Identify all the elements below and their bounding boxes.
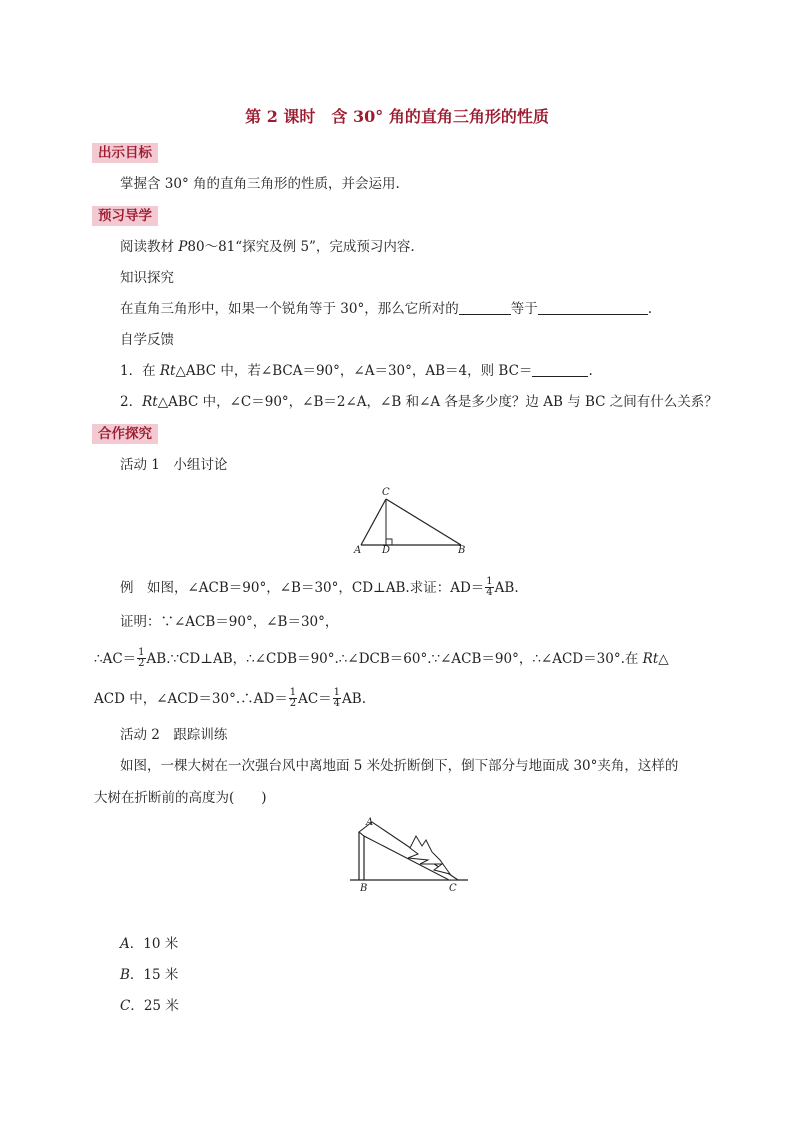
question-2: 2．Rt△ABC 中，∠C＝90°，∠B＝2∠A，∠B 和∠A 各是多少度？边 AB 与 BC 之间有什么关系？ [120, 394, 718, 410]
feedback-heading: 自学反馈 [120, 332, 174, 348]
broken-tree-diagram [350, 812, 475, 894]
fraction-1-2-b: $\frac{1}{2}$ [289, 687, 297, 709]
proof-line-3: ACD 中，∠ACD＝30°.∴AD＝ $\frac{1}{2}$ AC＝ $\frac{1}{4}$ AB. [94, 687, 367, 709]
label-a: A [366, 817, 374, 828]
activity1-heading: 活动 1 小组讨论 [120, 457, 228, 473]
knowledge-statement: 在直角三角形中，如果一个锐角等于 30°，那么它所对的 等于 . [120, 301, 653, 317]
section-tag-preview: 预习导学 [92, 206, 158, 226]
fraction-1-4: $\frac{1}{4}$ [486, 576, 493, 598]
reading-instruction: 阅读教材 P80～81“探究及例 5”，完成预习内容. [120, 239, 415, 255]
proof-line-1: 证明：∵∠ACB＝90°，∠B＝30°， [120, 614, 339, 630]
triangle-diagram [350, 486, 475, 556]
label-b: B [458, 545, 466, 556]
label-b: B [360, 883, 368, 894]
page-title: 第 2 课时 含 30° 角的直角三角形的性质 [245, 107, 549, 126]
knowledge-heading: 知识探究 [120, 270, 174, 286]
blank-3[interactable] [532, 362, 588, 377]
blank-2[interactable] [538, 300, 648, 315]
example-statement: 例 如图，∠ACB＝90°，∠B＝30°，CD⊥AB.求证：AD＝ $\frac{1}{4}$ AB. [120, 576, 519, 598]
fraction-1-2: $\frac{1}{2}$ [138, 647, 145, 669]
section-tag-goals: 出示目标 [92, 143, 158, 163]
proof-line-2: ∴AC＝ $\frac{1}{2}$ AB.∵CD⊥AB，∴∠CDB＝90°.∴∠DCB＝60°.∵∠ACB＝90°，∴∠ACD＝30°.在 Rt△ [94, 647, 669, 669]
option-c[interactable]: C．25 米 [120, 998, 179, 1014]
segment-cb [386, 499, 461, 545]
option-b[interactable]: B．15 米 [120, 967, 179, 983]
label-d: D [382, 545, 391, 556]
blank-1[interactable] [459, 300, 511, 315]
label-a: A [354, 545, 362, 556]
question-line-1: 如图，一棵大树在一次强台风中离地面 5 米处折断倒下，倒下部分与地面成 30°夹角，这样的 [120, 758, 679, 774]
label-c: C [382, 487, 390, 498]
option-a[interactable]: A．10 米 [120, 936, 179, 952]
fraction-1-4-b: $\frac{1}{4}$ [333, 687, 341, 709]
question-1: 1．在 Rt△ABC 中，若∠BCA＝90°，∠A＝30°，AB＝4，则 BC＝ . [120, 363, 593, 379]
segment-ac [361, 499, 386, 545]
question-line-2: 大树在折断前的高度为( ) [94, 790, 267, 806]
label-c: C [449, 883, 457, 894]
activity2-heading: 活动 2 跟踪训练 [120, 727, 228, 743]
section-tag-coop: 合作探究 [92, 424, 158, 444]
goal-text: 掌握含 30° 角的直角三角形的性质，并会运用. [120, 176, 400, 192]
